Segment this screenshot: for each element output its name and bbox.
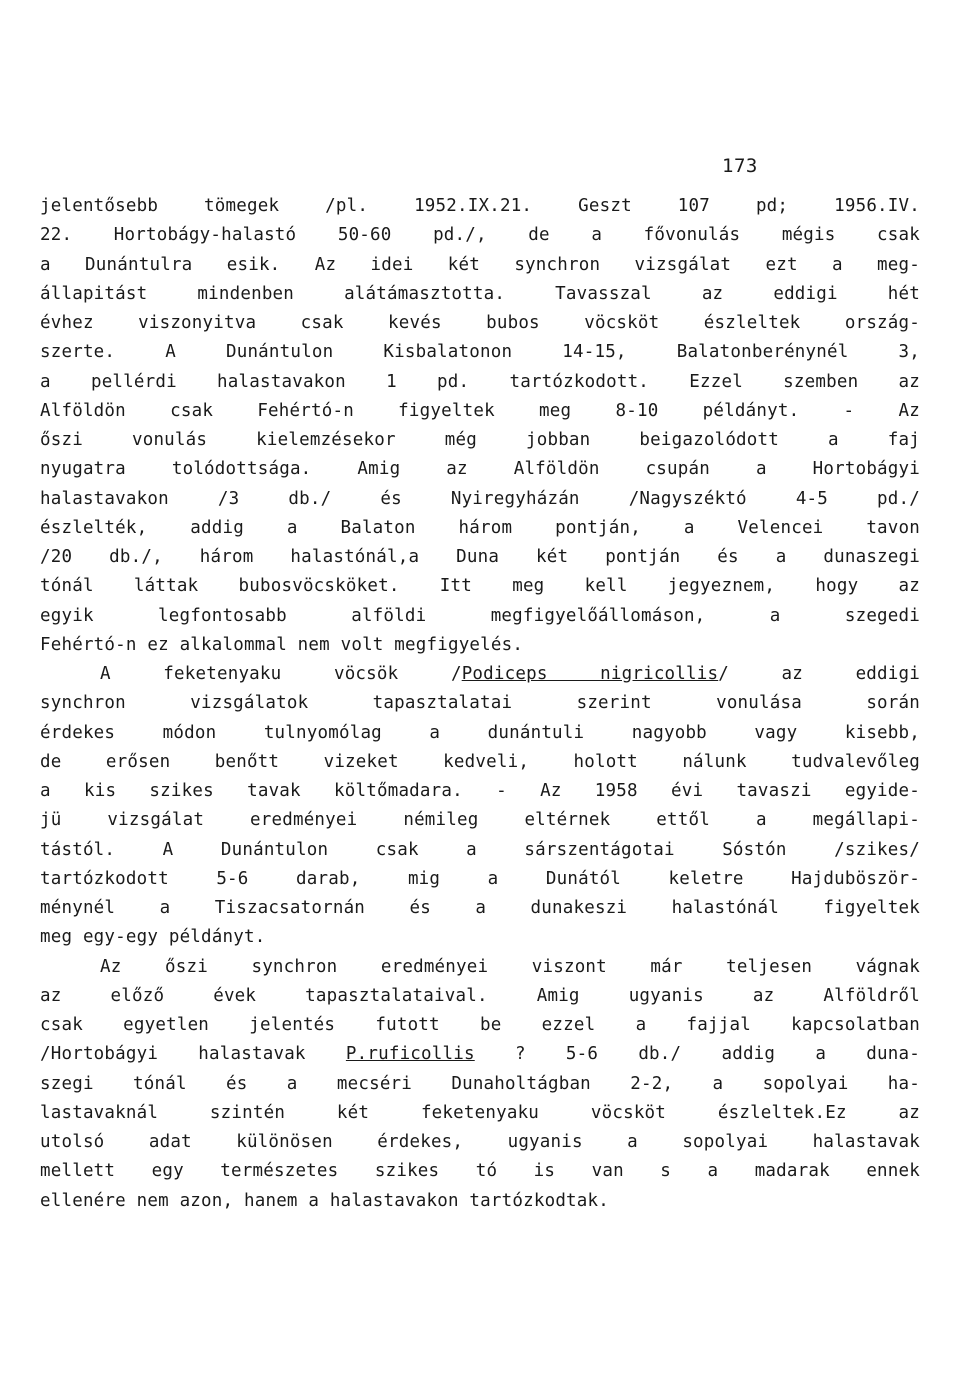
- text-line: synchron vizsgálatok tapasztalatai szerint vonulása során: [40, 693, 920, 714]
- page-number: 173: [722, 155, 758, 177]
- text-line: tónál láttak bubosvöcsköket. Itt meg kell jegyeznem, hogy az: [40, 576, 920, 597]
- species-name-underlined: P.ruficollis: [345, 1044, 475, 1065]
- text-line: meg egy-egy példányt.: [40, 927, 266, 948]
- text-line: halastavakon /3 db./ és Nyiregyházán /Nagyszéktó 4-5 pd./: [40, 488, 920, 509]
- text-line: 22. Hortobágy-halastó 50-60 pd./, de a fővonulás mégis csak: [40, 225, 920, 246]
- text-line: érdekes módon tulnyomólag a dunántuli nagyobb vagy kisebb,: [40, 722, 920, 743]
- text-line: [40, 1040, 920, 1069]
- text-line: egyik legfontosabb alföldi megfigyelőállomáson, a szegedi: [40, 605, 920, 626]
- text-line: lastavaknál szintén két feketenyaku vöcsköt észleltek.Ez az: [40, 1102, 920, 1123]
- text-line: őszi vonulás kielemzésekor még jobban beigazolódott a faj: [40, 430, 920, 450]
- text-line: szegi tónál és a mecséri Dunaholtágban 2-2, a sopolyai ha-: [40, 1073, 920, 1094]
- text-line: észlelték, addig a Balaton három pontján, a Velencei tavon: [40, 517, 920, 538]
- text-line: mellett egy természetes szikes tó is van s a madarak ennek: [40, 1161, 920, 1182]
- text-line: jü vizsgálat eredményei némileg eltérnek ettől a megállapi-: [40, 810, 920, 831]
- text-line: ellenére nem azon, hanem a halastavakon tartózkodtak.: [40, 1190, 610, 1211]
- text-fragment: A feketenyaku vöcsök /: [100, 664, 462, 684]
- text-fragment: ? 5-6 db./ addig a duna-: [474, 1044, 920, 1065]
- text-line: /20 db./, három halastónál,a Duna két pontján és a dunaszegi: [40, 547, 920, 567]
- text-fragment: / az eddigi: [718, 664, 920, 684]
- text-line: jelentősebb tömegek /pl. 1952.IX.21. Geszt 107 pd; 1956.IV.: [40, 196, 920, 216]
- paragraph-start-line: Az őszi synchron eredményei viszont már teljesen vágnak: [100, 956, 920, 977]
- text-line: utolsó adat különösen érdekes, ugyanis a sopolyai halastavak: [40, 1132, 920, 1152]
- text-line: tástól. A Dunántulon csak a sárszentágotai Sóstón /szikes/: [40, 839, 920, 860]
- text-line: a pellérdi halastavakon 1 pd. tartózkodott. Ezzel szemben az: [40, 371, 920, 392]
- text-line: szerte. A Dunántulon Kisbalatonon 14-15, Balatonberénynél 3,: [40, 342, 920, 363]
- text-line: nyugatra tolódottsága. Amig az Alföldön csupán a Hortobágyi: [40, 459, 920, 480]
- text-line: az előző évek tapasztalataival. Amig ugyanis az Alföldről: [40, 985, 920, 1006]
- text-line: Fehértó-n ez alkalommal nem volt megfigyelés.: [40, 634, 524, 655]
- text-fragment: /Hortobágyi halastavak: [40, 1044, 346, 1065]
- text-line: állapitást mindenben alátámasztotta. Tavasszal az eddigi hét: [40, 283, 920, 304]
- text-line: évhez viszonyitva csak kevés bubos vöcsköt észleltek ország-: [40, 313, 920, 333]
- text-line: csak egyetlen jelentés futott be ezzel a fajjal kapcsolatban: [40, 1015, 920, 1035]
- text-line: a kis szikes tavak költőmadara. - Az 1958 évi tavaszi egyide-: [40, 781, 920, 801]
- text-line: tartózkodott 5-6 darab, mig a Dunától keletre Hajduböször-: [40, 868, 920, 889]
- paragraph-start-line: [40, 660, 920, 689]
- body-text: [40, 192, 920, 1216]
- species-name-underlined: Podiceps nigricollis: [461, 664, 719, 684]
- text-line: Alföldön csak Fehértó-n figyeltek meg 8-10 példányt. - Az: [40, 400, 920, 421]
- text-line: ménynél a Tiszacsatornán és a dunakeszi halastónál figyeltek: [40, 898, 920, 918]
- text-line: de erősen benőtt vizeket kedveli, holott nálunk tudvalevőleg: [40, 751, 920, 772]
- text-line: a Dunántulra esik. Az idei két synchron vizsgálat ezt a meg-: [40, 254, 920, 275]
